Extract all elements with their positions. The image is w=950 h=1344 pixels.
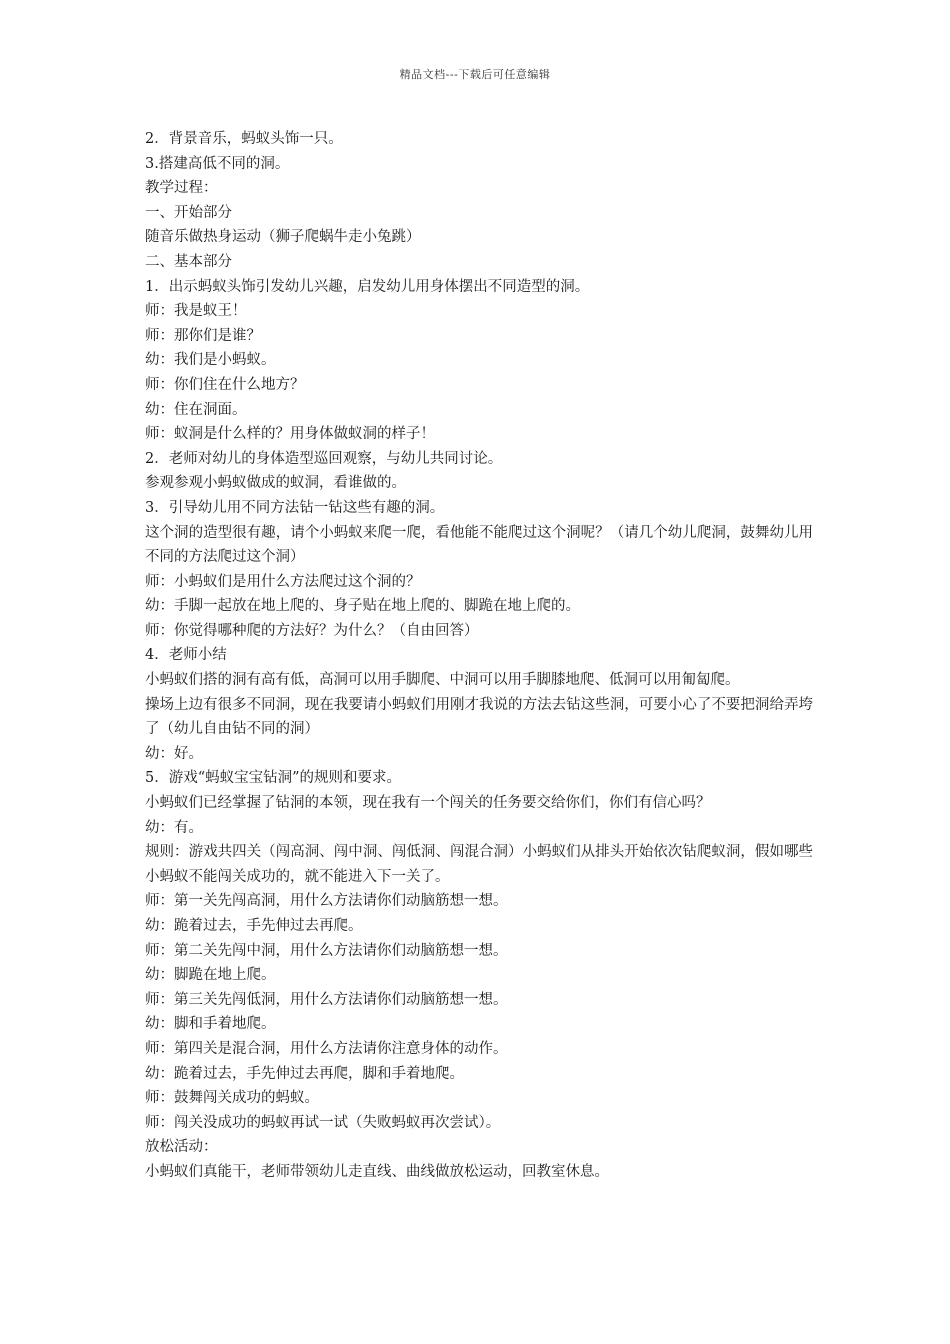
dialogue-line: 幼：住在洞面。 <box>145 401 247 418</box>
paragraph: 随音乐做热身运动（狮子爬蜗牛走小兔跳） <box>145 229 421 246</box>
paragraph: 小蚂蚁们真能干，老师带领幼儿走直线、曲线做放松运动，回教室休息。 <box>145 1163 609 1180</box>
section-heading: 一、开始部分 <box>145 204 232 221</box>
dialogue-line: 师：你觉得哪种爬的方法好？为什么？（自由回答） <box>145 622 479 639</box>
dialogue-line: 师：第一关先闯高洞，用什么方法请你们动脑筋想一想。 <box>145 893 508 910</box>
paragraph: 参观参观小蚂蚁做成的蚁洞，看谁做的。 <box>145 475 406 492</box>
dialogue-line: 幼：我们是小蚂蚁。 <box>145 352 276 369</box>
dialogue-line: 幼：手脚一起放在地上爬的、身子贴在地上爬的、脚跪在地上爬的。 <box>145 598 580 615</box>
dialogue-line: 师：闯关没成功的蚂蚁再试一试（失败蚂蚁再次尝试）。 <box>145 1114 501 1131</box>
dialogue-line: 师：第二关先闯中洞，用什么方法请你们动脑筋想一想。 <box>145 942 508 959</box>
dialogue-line: 师：你们住在什么地方？ <box>145 376 305 393</box>
dialogue-line: 师：那你们是谁？ <box>145 327 261 344</box>
paragraph: 教学过程： <box>145 180 218 197</box>
section-heading: 放松活动： <box>145 1139 218 1156</box>
paragraph: 4．老师小结 <box>145 647 227 664</box>
paragraph: 2．老师对幼儿的身体造型巡回观察，与幼儿共同讨论。 <box>145 450 503 467</box>
paragraph: 规则：游戏共四关（闯高洞、闯中洞、闯低洞、闯混合洞）小蚂蚁们从排头开始依次钻爬蚁洞，假如哪些小蚂蚁不能闯关成功的，就不能进入下一关了。 <box>145 844 813 885</box>
paragraph: 操场上边有很多不同洞，现在我要请小蚂蚁们用刚才我说的方法去钻这些洞，可要小心了不要把洞给弄垮了（幼儿自由钻不同的洞） <box>145 696 813 738</box>
dialogue-line: 师：鼓舞闯关成功的蚂蚁。 <box>145 1090 319 1107</box>
paragraph: 5．游戏“蚂蚁宝宝钻洞”的规则和要求。 <box>145 770 402 787</box>
dialogue-line: 幼：有。 <box>145 819 203 836</box>
paragraph: 2．背景音乐，蚂蚁头饰一只。 <box>145 131 343 147</box>
dialogue-line: 幼：脚和手着地爬。 <box>145 1016 276 1033</box>
paragraph: 这个洞的造型很有趣，请个小蚂蚁来爬一爬，看他能不能爬过这个洞呢？（请几个幼儿爬洞，鼓舞幼儿用不同的方法爬过这个洞） <box>145 524 813 566</box>
page-header: 精品文档---下载后可任意编辑 <box>399 68 551 81</box>
dialogue-line: 幼：脚跪在地上爬。 <box>145 967 276 984</box>
dialogue-line: 师：第三关先闯低洞，用什么方法请你们动脑筋想一想。 <box>145 991 508 1008</box>
paragraph: 3.搭建高低不同的洞。 <box>145 155 290 172</box>
paragraph: 1．出示蚂蚁头饰引发幼儿兴趣，启发幼儿用身体摆出不同造型的洞。 <box>145 278 590 295</box>
section-heading: 二、基本部分 <box>145 253 232 270</box>
dialogue-line: 师：蚁洞是什么样的？用身体做蚁洞的样子！ <box>145 426 435 443</box>
dialogue-line: 幼：好。 <box>145 745 203 762</box>
dialogue-line: 师：我是蚁王！ <box>145 303 247 320</box>
dialogue-line: 师：小蚂蚁们是用什么方法爬过这个洞的？ <box>145 573 421 590</box>
paragraph: 小蚂蚁们已经掌握了钻洞的本领，现在我有一个闯关的任务要交给你们，你们有信心吗？ <box>145 795 711 812</box>
paragraph: 3．引导幼儿用不同方法钻一钻这些有趣的洞。 <box>145 499 445 516</box>
dialogue-line: 幼：跪着过去，手先伸过去再爬，脚和手着地爬。 <box>145 1065 464 1082</box>
dialogue-line: 师：第四关是混合洞，用什么方法请你注意身体的动作。 <box>145 1040 508 1057</box>
paragraph: 小蚂蚁们搭的洞有高有低，高洞可以用手脚爬、中洞可以用手脚膝地爬、低洞可以用匍匐爬。 <box>145 672 740 689</box>
dialogue-line: 幼：跪着过去，手先伸过去再爬。 <box>145 918 363 934</box>
document-body <box>145 127 813 1185</box>
